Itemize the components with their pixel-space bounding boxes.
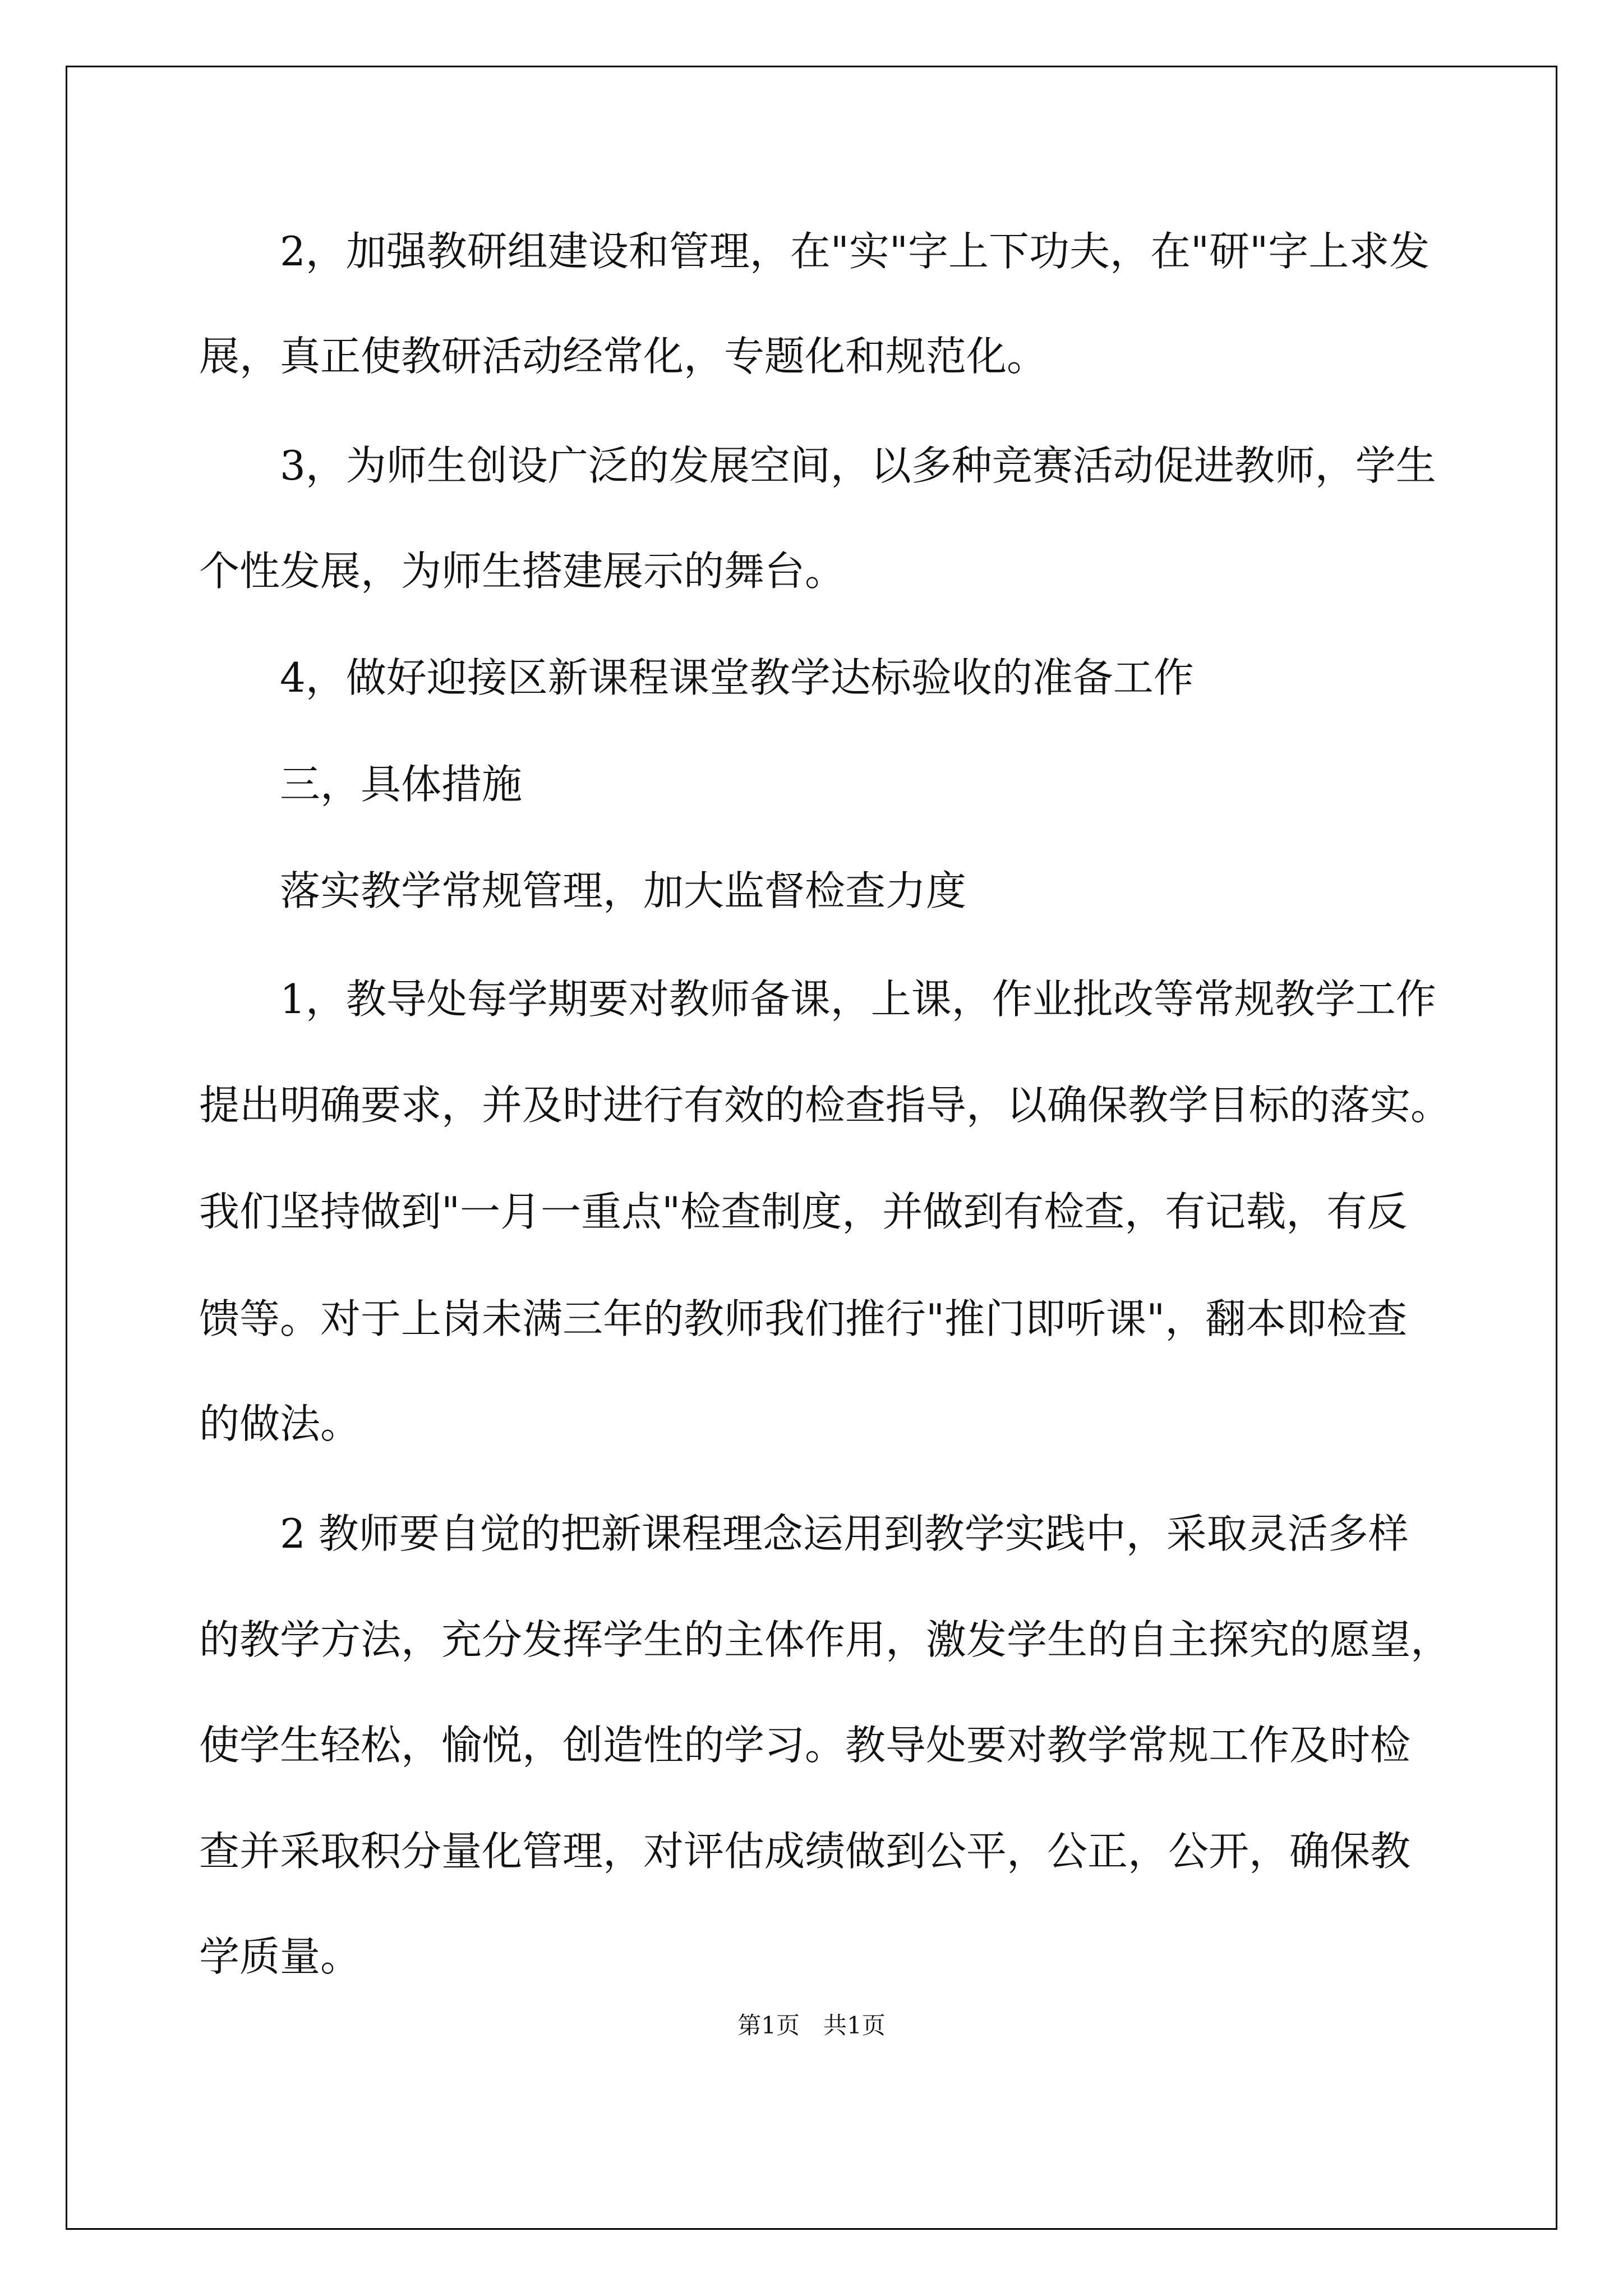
paragraph-line: 使学生轻松，愉悦，创造性的学习。教导处要对教学常规工作及时检 xyxy=(199,1722,1411,1769)
paragraph-line: 提出明确要求，并及时进行有效的检查指导，以确保教学目标的落实。 xyxy=(199,1082,1451,1129)
paragraph-line: 查并采取积分量化管理，对评估成绩做到公平，公正，公开，确保教 xyxy=(199,1828,1411,1875)
paragraph-line: 我们坚持做到"一月一重点"检查制度，并做到有检查，有记载，有反 xyxy=(199,1188,1408,1235)
paragraph-line: 2 教师要自觉的把新课程理念运用到教学实践中，采取灵活多样 xyxy=(280,1510,1409,1557)
paragraph-line: 2，加强教研组建设和管理，在"实"字上下功夫，在"研"字上求发 xyxy=(280,228,1430,275)
page-border xyxy=(66,66,1557,2230)
page-footer: 第1页 共1页 xyxy=(737,2012,886,2039)
paragraph-line: 展，真正使教研活动经常化，专题化和规范化。 xyxy=(199,333,1048,380)
paragraph-line: 1，教导处每学期要对教师备课，上课，作业批改等常规教学工作 xyxy=(280,976,1436,1023)
paragraph-line: 学质量。 xyxy=(199,1933,361,1980)
section-heading: 三，具体措施 xyxy=(280,761,523,808)
paragraph-line: 3，为师生创设广泛的发展空间，以多种竞赛活动促进教师，学生 xyxy=(280,442,1436,489)
paragraph-line: 个性发展，为师生搭建展示的舞台。 xyxy=(199,547,846,595)
paragraph-line: 馈等。对于上岗未满三年的教师我们推行"推门即听课"，翻本即检查 xyxy=(199,1295,1408,1342)
paragraph-line: 的做法。 xyxy=(199,1400,361,1447)
paragraph-line: 的教学方法，充分发挥学生的主体作用，激发学生的自主探究的愿望， xyxy=(199,1616,1451,1663)
subsection-heading: 落实教学常规管理，加大监督检查力度 xyxy=(280,867,967,914)
paragraph-line: 4，做好迎接区新课程课堂教学达标验收的准备工作 xyxy=(280,654,1194,701)
